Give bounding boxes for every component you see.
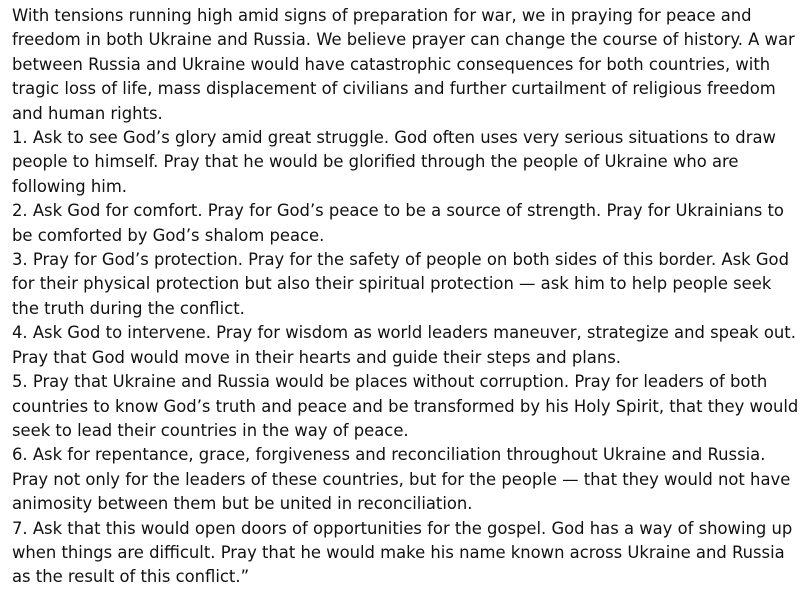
prayer-point-6: 6. Ask for repentance, grace, forgiveness and reconciliation throughout Ukraine and Russia. Pray not only for the leaders of these countries, but for the people — that they would not have animosity between them but be united in reconciliation. (12, 445, 791, 514)
prayer-point-7: 7. Ask that this would open doors of opportunities for the gospel. God has a way of showing up when things are difficult. Pray that he would make his name known across Ukraine and Russia as the result of this conflict.” (12, 518, 793, 587)
prayer-point-1: 1. Ask to see God’s glory amid great struggle. God often uses very serious situations to draw people to himself. Pray that he would be glorified through the people of Ukraine who are following him. (12, 128, 776, 196)
prayer-point-2: 2. Ask God for comfort. Pray for God’s peace to be a source of strength. Pray for Ukrainians to be comforted by God’s shalom peace. (12, 201, 784, 245)
prayer-point-5: 5. Pray that Ukraine and Russia would be places without corruption. Pray for leaders of both countries to know God’s truth and peace and be transformed by his Holy Spirit, that they would seek to lead their countries in the way of peace. (12, 372, 799, 440)
prayer-point-4: 4. Ask God to intervene. Pray for wisdom as world leaders maneuver, strategize and speak out. Pray that God would move in their hearts and guide their steps and plans. (12, 323, 796, 367)
prayer-point-3: 3. Pray for God’s protection. Pray for the safety of people on both sides of this border. Ask God for their physical protection but also their spiritual protection — ask him to help people seek the truth during the conflict. (12, 250, 789, 318)
intro-paragraph: With tensions running high amid signs of preparation for war, we in praying for peace and freedom in both Ukraine and Russia. We believe prayer can change the course of history. A war between Russia and Ukraine would have catastrophic consequences for both countries, with tragic loss of life, mass displacement of civilians and further curtailment of religious freedom and human rights. (12, 6, 795, 123)
